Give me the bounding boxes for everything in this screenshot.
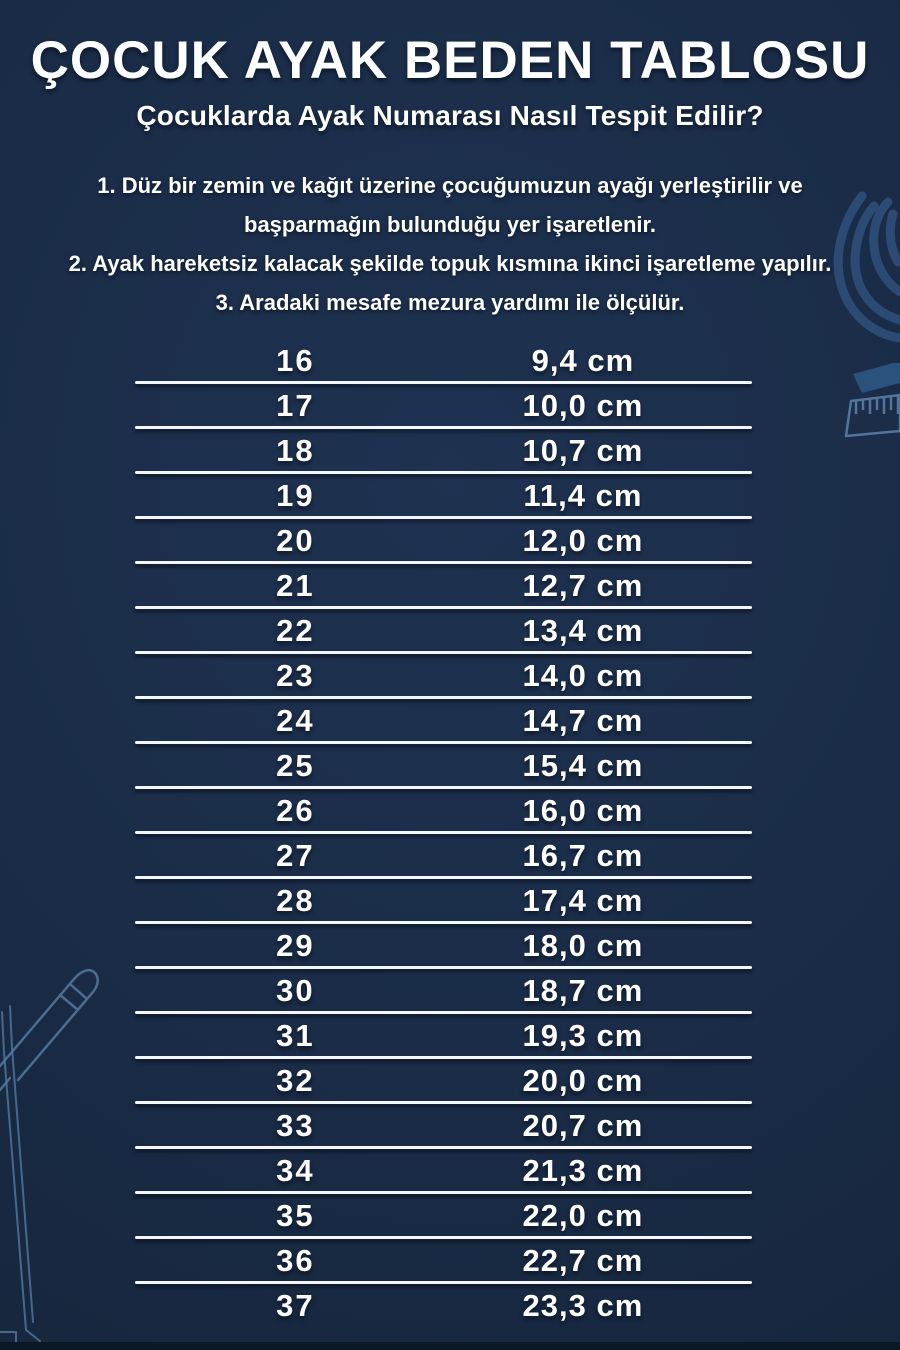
table-row	[135, 743, 752, 788]
shoe-size-cell: 34	[276, 1152, 315, 1188]
foot-length-cell: 15,4 cm	[522, 747, 644, 783]
shoe-size-cell: 26	[276, 792, 315, 828]
instruction-line-1: 1. Düz bir zemin ve kağıt üzerine çocuğumuzun ayağı yerleştirilir ve	[97, 173, 803, 198]
shoe-size-cell: 27	[276, 837, 315, 873]
shoe-size-cell: 22	[276, 612, 315, 648]
foot-length-cell: 20,0 cm	[522, 1062, 644, 1098]
table-row	[135, 1193, 752, 1238]
instruction-line-4: 3. Aradaki mesafe mezura yardımı ile ölçülür.	[215, 290, 685, 315]
table-row	[135, 338, 752, 383]
shoe-size-cell: 16	[276, 342, 315, 378]
shoe-size-cell: 33	[276, 1107, 315, 1143]
foot-length-cell: 11,4 cm	[523, 477, 643, 513]
foot-length-cell: 19,3 cm	[522, 1017, 644, 1053]
foot-length-cell: 13,4 cm	[522, 612, 644, 648]
shoe-size-cell: 31	[276, 1017, 315, 1053]
bottom-edge-strip	[0, 1342, 900, 1350]
foot-length-cell: 23,3 cm	[522, 1287, 644, 1323]
table-row	[135, 383, 752, 428]
shoe-size-cell: 37	[276, 1287, 315, 1323]
shoe-size-cell: 19	[276, 477, 315, 513]
shoe-size-cell: 36	[276, 1242, 315, 1278]
shoe-size-cell: 32	[276, 1062, 315, 1098]
table-row	[135, 1013, 752, 1058]
foot-length-cell: 10,0 cm	[522, 387, 644, 423]
shoe-size-cell: 24	[276, 702, 315, 738]
shoe-size-cell: 17	[276, 387, 315, 423]
foot-length-cell: 14,7 cm	[522, 702, 644, 738]
table-row	[135, 1238, 752, 1283]
shoe-size-cell: 35	[276, 1197, 315, 1233]
foot-length-cell: 16,7 cm	[522, 837, 644, 873]
instruction-line-3: 2. Ayak hareketsiz kalacak şekilde topuk kısmına ikinci işaretleme yapılır.	[68, 251, 832, 276]
foot-length-cell: 16,0 cm	[522, 792, 644, 828]
page-subtitle: Çocuklarda Ayak Numarası Nasıl Tespit Edilir?	[136, 100, 764, 131]
instruction-line-2: başparmağın bulunduğu yer işaretlenir.	[244, 212, 656, 237]
table-row	[135, 608, 752, 653]
table-row	[135, 428, 752, 473]
shoe-size-cell: 20	[276, 522, 315, 558]
table-row	[135, 518, 752, 563]
shoe-size-cell: 30	[276, 972, 315, 1008]
foot-length-cell: 18,7 cm	[522, 972, 644, 1008]
shoe-size-cell: 18	[276, 432, 315, 468]
shoe-size-cell: 29	[276, 927, 315, 963]
foot-length-cell: 12,0 cm	[522, 522, 644, 558]
shoe-size-cell: 25	[276, 747, 315, 783]
shoe-size-cell: 28	[276, 882, 315, 918]
table-row	[135, 878, 752, 923]
table-row	[135, 653, 752, 698]
table-row	[135, 698, 752, 743]
table-row	[135, 1103, 752, 1148]
foot-length-cell: 22,7 cm	[522, 1242, 644, 1278]
foot-length-cell: 17,4 cm	[522, 882, 644, 918]
table-row	[135, 1283, 752, 1328]
table-row	[135, 563, 752, 608]
instructions-block	[0, 166, 900, 322]
foot-length-cell: 21,3 cm	[522, 1152, 644, 1188]
shoe-size-cell: 21	[276, 567, 315, 603]
table-row	[135, 1058, 752, 1103]
page-title: ÇOCUK AYAK BEDEN TABLOSU	[30, 31, 870, 90]
foot-length-cell: 12,7 cm	[522, 567, 644, 603]
table-row	[135, 923, 752, 968]
foot-length-cell: 9,4 cm	[531, 342, 635, 378]
table-row	[135, 473, 752, 518]
foot-length-cell: 22,0 cm	[522, 1197, 644, 1233]
foot-length-cell: 14,0 cm	[522, 657, 644, 693]
foot-length-cell: 20,7 cm	[522, 1107, 644, 1143]
size-table	[135, 338, 752, 1328]
foot-length-cell: 10,7 cm	[522, 432, 644, 468]
table-row	[135, 788, 752, 833]
shoe-size-cell: 23	[276, 657, 315, 693]
table-row	[135, 1148, 752, 1193]
foot-length-cell: 18,0 cm	[522, 927, 644, 963]
table-row	[135, 968, 752, 1013]
table-row	[135, 833, 752, 878]
